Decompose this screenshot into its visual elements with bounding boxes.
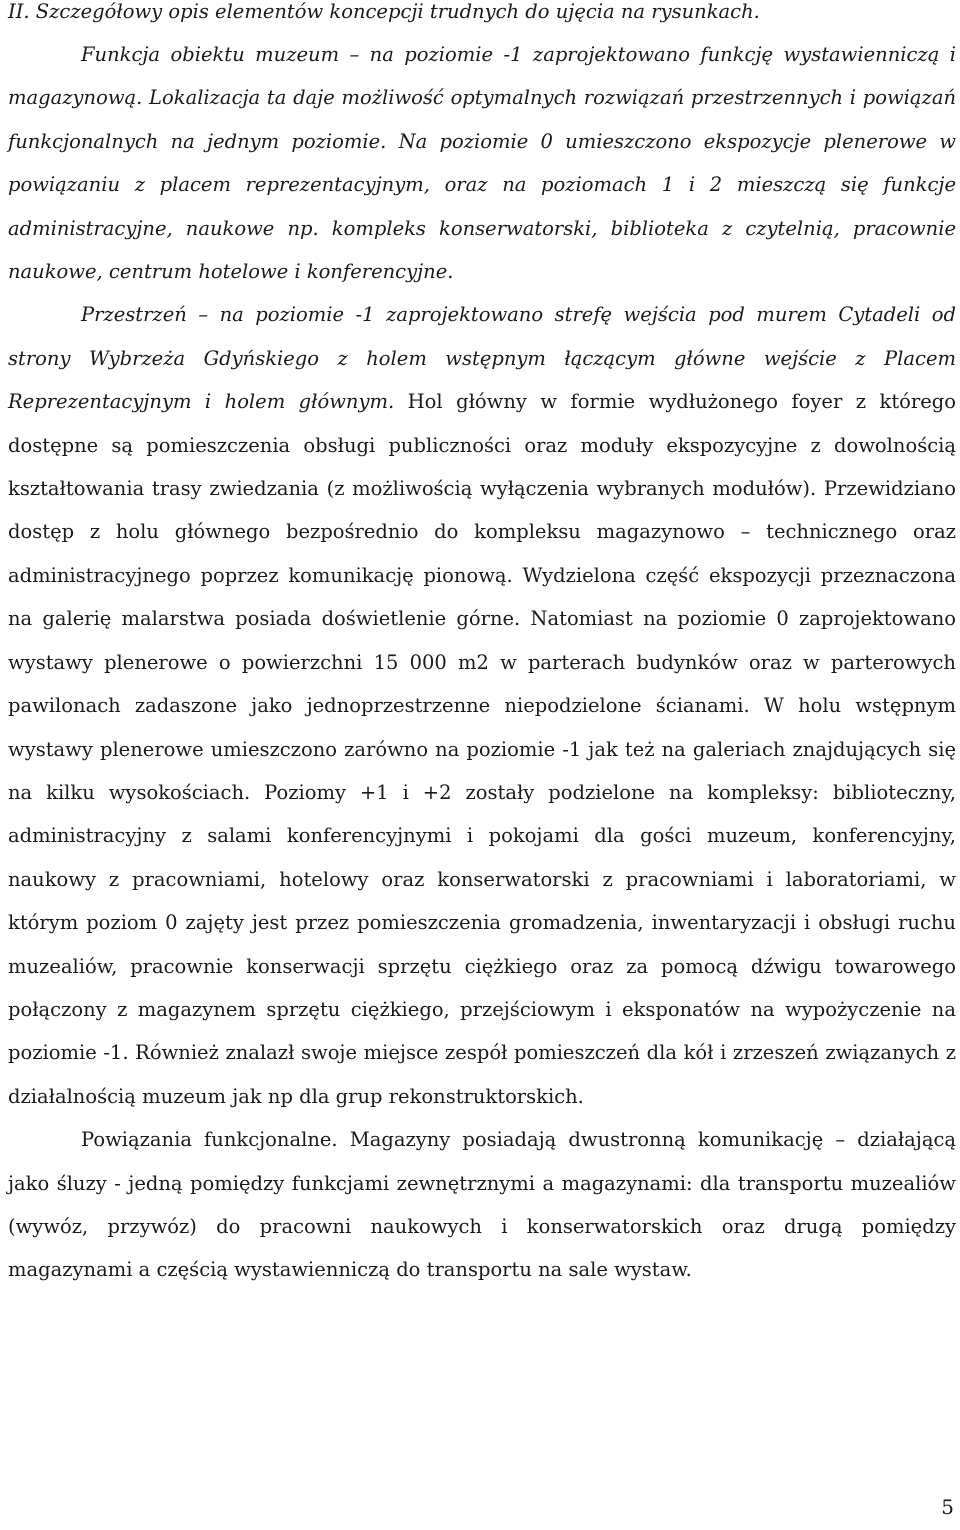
section-heading: II. Szczegółowy opis elementów koncepcji trudnych do ujęcia na rysunkach. — [8, 0, 760, 23]
paragraph-space — [8, 293, 956, 1118]
paragraph-function — [8, 33, 956, 293]
paragraph-relations — [8, 1118, 956, 1292]
paragraph-relations-roman: Powiązania funkcjonalne. Magazyny posiadają dwustronną komunikację – działającą jako śluzy - jedną pomiędzy funkcjami zewnętrznymi a magazynami: dla transportu muzealiów (wywóz, przywóz) do pracowni naukowych i konserwatorskich oraz drugą pomiędzy magazynami a częścią wystawienniczą do transportu na sale wystaw. — [8, 1128, 956, 1282]
paragraph-function-italic: Funkcja obiektu muzeum – na poziomie -1 zaprojektowano funkcję wystawienniczą i magazynową. Lokalizacja ta daje możliwość optymalnych rozwiązań przestrzennych i powiązań funkcjonalnych na jednym poziomie. Na poziomie 0 umieszczono ekspozycje plenerowe w powiązaniu z placem reprezentacyjnym, oraz na poziomach 1 i 2 mieszczą się funkcje administracyjne, naukowe np. kompleks konserwatorski, biblioteka z czytelnią, pracownie naukowe, centrum hotelowe i konferencyjne. — [8, 43, 956, 284]
document-page — [8, 0, 956, 1292]
page-number: 5 — [941, 1495, 954, 1519]
paragraph-space-italic: Przestrzeń – na poziomie -1 zaprojektowano strefę wejścia pod murem Cytadeli od strony Wybrzeża Gdyńskiego z holem wstępnym łączącym główne wejście z Placem Reprezentacyjnym i holem głównym. — [8, 303, 956, 414]
paragraph-space-roman: Hol główny w formie wydłużonego foyer z którego dostępne są pomieszczenia obsługi publiczności oraz moduły ekspozycyjne z dowolnością kształtowania trasy zwiedzania (z możliwością wyłączenia wybranych modułów). Przewidziano dostęp z holu głównego bezpośrednio do kompleksu magazynowo – technicznego oraz administracyjnego poprzez komunikację pionową. Wydzielona część ekspozycji przeznaczona na galerię malarstwa posiada doświetlenie górne. Natomiast na poziomie 0 zaprojektowano wystawy plenerowe o powierzchni 15 000 m2 w parterach budynków oraz w parterowych pawilonach zadaszone jako jednoprzestrzenne niepodzielone ścianami. W holu wstępnym wystawy plenerowe umieszczono zarówno na poziomie -1 jak też na galeriach znajdujących się na kilku wysokościach. Poziomy +1 i +2 zostały podzielone na kompleksy: biblioteczny, administracyjny z salami konferencyjnymi i pokojami dla gości muzeum, konferencyjny, naukowy z pracowniami, hotelowy oraz konserwatorski z pracowniami i laboratoriami, w którym poziom 0 zajęty jest przez pomieszczenia gromadzenia, inwentaryzacji i obsługi ruchu muzealiów, pracownie konserwacji sprzętu ciężkiego oraz za pomocą dźwigu towarowego połączony z magazynem sprzętu ciężkiego, przejściowym i eksponatów na wypożyczenie na poziomie -1. Również znalazł swoje miejsce zespół pomieszczeń dla kół i zrzeszeń związanych z działalnością muzeum jak np dla grup rekonstruktorskich. — [8, 390, 956, 1108]
